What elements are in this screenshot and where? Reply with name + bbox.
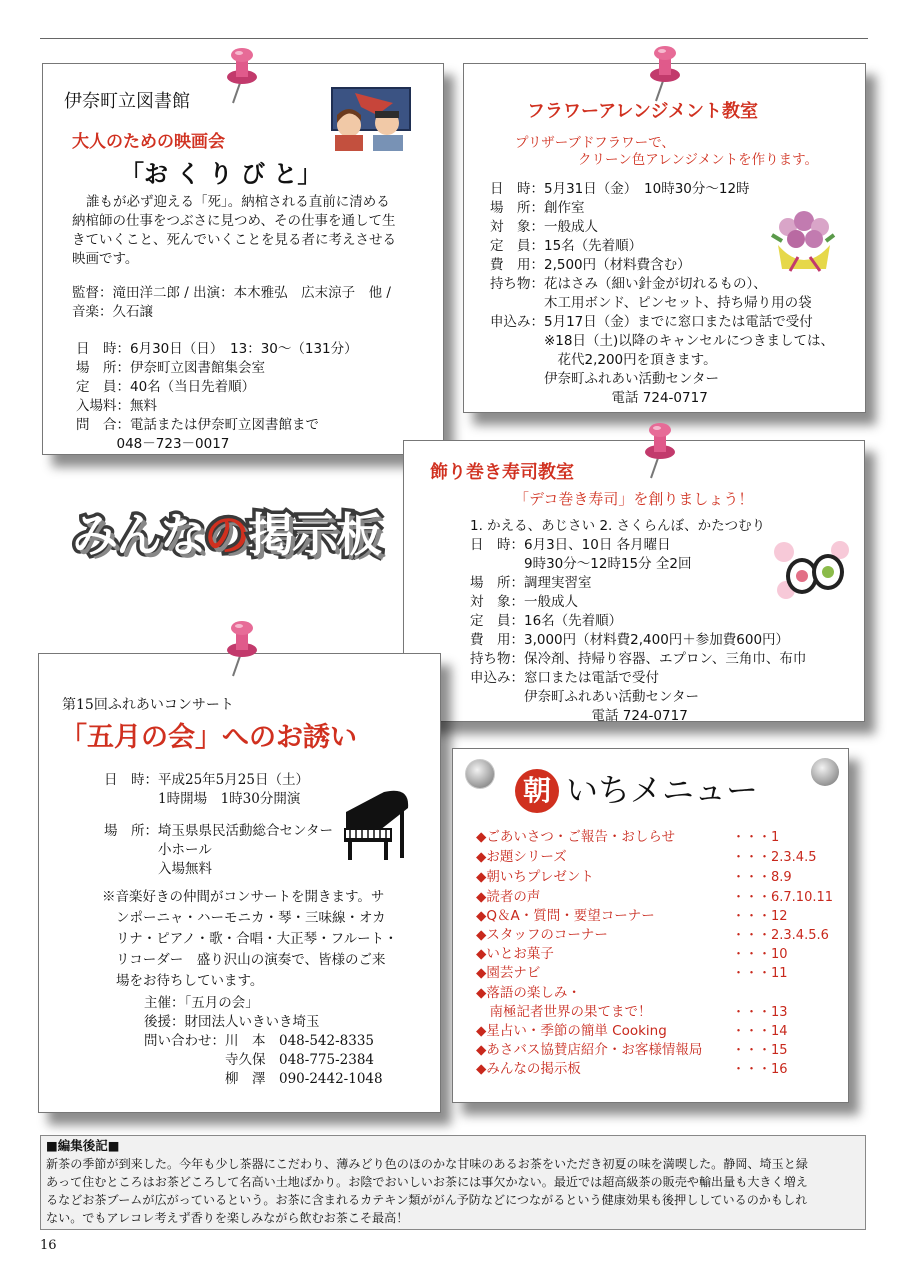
detail-line: 日 時：6月30日（日） 13：30～（131分）: [76, 341, 358, 357]
menu-item-label[interactable]: ◆スタッフのコーナー: [476, 927, 608, 943]
menu-item-page: ・・・11: [732, 966, 788, 981]
postscript-line: 新茶の季節が到来した。今年も少し茶器にこだわり、薄みどり色のほのかな甘味のあるお茶をいただき初夏の味を満喫した。静岡、埼玉と緑: [46, 1157, 808, 1171]
grand-piano-illustration: [340, 786, 414, 864]
detail-line: 花代2,200円を頂きます。: [490, 352, 717, 368]
detail-line: 日 時：5月31日（金） 10時30分～12時: [490, 181, 750, 197]
pushpin-head-icon: [808, 755, 842, 789]
menu-item-label[interactable]: ◆落語の楽しみ・: [476, 985, 581, 1001]
sponsor-line: 寺久保 048-775-2384: [144, 1052, 375, 1068]
menu-item-page: ・・・14: [732, 1024, 788, 1039]
menu-item-page: ・・・13: [732, 1005, 788, 1020]
detail-line: 定 員：16名（先着順）: [470, 613, 623, 629]
menu-item-page: ・・・1: [732, 830, 780, 845]
pushpin-head-icon: [463, 757, 497, 791]
menu-item-label[interactable]: ◆あさバス協賛店紹介・お客様情報局: [476, 1042, 703, 1058]
detail-line: 持ち物：花はさみ（細い針金が切れるもの）、: [490, 276, 767, 292]
detail-line: 定 員：15名（先着順）: [490, 238, 643, 254]
board-title-part: の: [204, 508, 248, 562]
menu-item-label[interactable]: ◆園芸ナビ: [476, 965, 541, 981]
board-title-logo: [72, 505, 380, 565]
detail-line: 伊奈町ふれあい活動センター: [490, 371, 719, 387]
board-title-part: 掲示板: [248, 508, 380, 562]
movie-illustration: [325, 85, 415, 151]
detail-line: 伊奈町ふれあい活動センター: [470, 689, 699, 705]
menu-item-label[interactable]: ◆お題シリーズ: [476, 849, 567, 865]
sushi-subtitle: 「デコ巻き寿司」を創りましょう！: [514, 490, 754, 508]
page-number: 16: [40, 1238, 57, 1253]
menu-item-label[interactable]: ◆ごあいさつ・ご報告・おしらせ: [476, 829, 675, 845]
detail-line: 1時開場 1時30分開演: [104, 791, 301, 807]
detail-line: 費 用：2,500円（材料費含む）: [490, 257, 691, 273]
detail-line: 費 用：3,000円（材料費2,400円＋参加費600円）: [470, 632, 790, 648]
flower-title: フラワーアレンジメント教室: [527, 101, 758, 122]
menu-item-label[interactable]: ◆星占い・季節の簡単 Cooking: [476, 1023, 667, 1039]
credits-line: 監督：滝田洋二郎 / 出演：本木雅弘 広末涼子 他 /: [72, 285, 391, 301]
board-title-part: みんな: [72, 508, 204, 562]
description-line: 誰もが必ず迎える「死」。納棺される直前に清める: [86, 194, 390, 210]
menu-item-page: ・・・15: [732, 1043, 788, 1058]
detail-line: 申込み：5月17日（金）までに窓口または電話で受付: [490, 314, 813, 330]
movie-title: 「お く り び と」: [120, 160, 322, 188]
menu-item-label[interactable]: ◆Q＆A・質問・要望コーナー: [476, 908, 655, 924]
menu-item-label[interactable]: 南極記者世界の果てまで！: [476, 1004, 652, 1020]
detail-line: 電話 724-0717: [470, 708, 688, 724]
detail-line: 日 時：6月3日、10日 各月曜日: [470, 537, 671, 553]
pushpin-icon: [222, 618, 262, 678]
library-name: 伊奈町立図書館: [64, 91, 190, 112]
note-line: ンポーニャ・ハーモニカ・琴・三味線・オカ: [116, 910, 386, 926]
detail-line: 048－723－0017: [76, 436, 230, 452]
sushi-title: 飾り巻き寿司教室: [430, 462, 574, 483]
detail-line: 木工用ボンド、ピンセット、持ち帰り用の袋: [490, 295, 812, 311]
asa-badge: [515, 769, 559, 813]
detail-line: 日 時：平成25年5月25日（土）: [104, 772, 309, 788]
concert-pre: 第15回ふれあいコンサート: [62, 697, 234, 713]
postscript-line: るなどお茶ブームが広がっているという。お茶に含まれるカテキン類ががん予防などにつながるという健康効果も後押ししているのかもしれ: [46, 1193, 808, 1207]
sushi-roll-illustration: [772, 540, 852, 602]
menu-item-label[interactable]: ◆朝いちプレゼント: [476, 869, 594, 885]
detail-line: 9時30分～12時15分 全2回: [470, 556, 692, 572]
flower-subtitle-line: プリザーブドフラワーで、: [515, 135, 675, 151]
asa-char: 朝: [522, 774, 551, 807]
pushpin-icon: [222, 45, 262, 105]
detail-line: 場 所：伊奈町立図書館集会室: [76, 360, 265, 376]
detail-line: 電話 724-0717: [490, 390, 708, 406]
credits-line: 音楽：久石譲: [72, 304, 153, 320]
menu-item-page: ・・・16: [732, 1062, 788, 1077]
detail-line: ※18日（土)以降のキャンセルにつきましては、: [490, 333, 834, 349]
detail-line: 小ホール: [104, 842, 212, 858]
menu-title: いちメニュー: [566, 771, 759, 809]
detail-line: 対 象：一般成人: [490, 219, 598, 235]
detail-line: 持ち物：保冷剤、持帰り容器、エプロン、三角巾、布巾: [470, 651, 807, 667]
pushpin-icon: [640, 420, 680, 480]
menu-item-page: ・・・8.9: [732, 870, 792, 885]
menu-item-label[interactable]: ◆いとお菓子: [476, 946, 554, 962]
menu-item-page: ・・・10: [732, 947, 788, 962]
detail-line: 場 所：埼玉県県民活動総合センター: [104, 823, 333, 839]
menu-item-label[interactable]: ◆読者の声: [476, 889, 541, 905]
detail-line: 1. かえる、あじさい 2. さくらんぼ、かたつむり: [470, 518, 766, 534]
menu-item-page: ・・・2.3.4.5.6: [732, 928, 829, 943]
sponsor-line: 柳 澤 090-2442-1048: [144, 1071, 383, 1087]
detail-line: 場 所：調理実習室: [470, 575, 592, 591]
flower-bouquet-illustration: [768, 205, 840, 273]
menu-item-page: ・・・2.3.4.5: [732, 850, 817, 865]
movie-heading: 大人のための映画会: [72, 132, 225, 152]
note-line: 場をお待ちしています。: [116, 973, 264, 989]
sponsor-line: 問い合わせ：川 本 048-542-8335: [144, 1033, 375, 1049]
flower-subtitle-line: クリーン色アレンジメントを作ります。: [578, 152, 819, 168]
description-line: 納棺師の仕事をつぶさに見つめ、その仕事を通して生: [72, 213, 396, 229]
description-line: きていくこと、死んでいくことを見る者に考えさせる: [72, 232, 396, 248]
detail-line: 場 所：創作室: [490, 200, 585, 216]
pushpin-icon: [645, 43, 685, 103]
sponsor-line: 後援：財団法人いきいき埼玉: [144, 1014, 320, 1030]
menu-item-label[interactable]: ◆みんなの掲示板: [476, 1061, 581, 1077]
detail-line: 定 員：40名（当日先着順）: [76, 379, 256, 395]
detail-line: 対 象：一般成人: [470, 594, 578, 610]
postscript-line: あって住むところはお茶どころして名高い土地ばかり。お陰でおいしいお茶には事欠かない。最近では超高級茶の販売や輸出量も大きく増え: [46, 1175, 808, 1189]
menu-item-page: ・・・12: [732, 909, 788, 924]
concert-title: 「五月の会」へのお誘い: [60, 722, 357, 753]
detail-line: 問 合：電話または伊奈町立図書館まで: [76, 417, 319, 433]
description-line: 映画です。: [72, 251, 139, 267]
note-line: リコーダー 盛り沢山の演奏で、皆様のご来: [116, 952, 386, 968]
note-line: リナ・ピアノ・歌・合唱・大正琴・フルート・: [116, 931, 398, 947]
detail-line: 入場料：無料: [76, 398, 157, 414]
menu-item-page: ・・・6.7.10.11: [732, 890, 834, 905]
postscript-line: ない。でもアレコレ考えず香りを楽しみながら飲むお茶こそ最高！: [46, 1211, 409, 1225]
sponsor-line: 主催：「五月の会」: [144, 995, 259, 1011]
top-rule: [40, 38, 868, 39]
detail-line: 申込み：窓口または電話で受付: [470, 670, 659, 686]
postscript-heading: ■編集後記■: [46, 1138, 120, 1153]
note-line: ※音楽好きの仲間がコンサートを開きます。サ: [102, 889, 385, 905]
detail-line: 入場無料: [104, 861, 212, 877]
